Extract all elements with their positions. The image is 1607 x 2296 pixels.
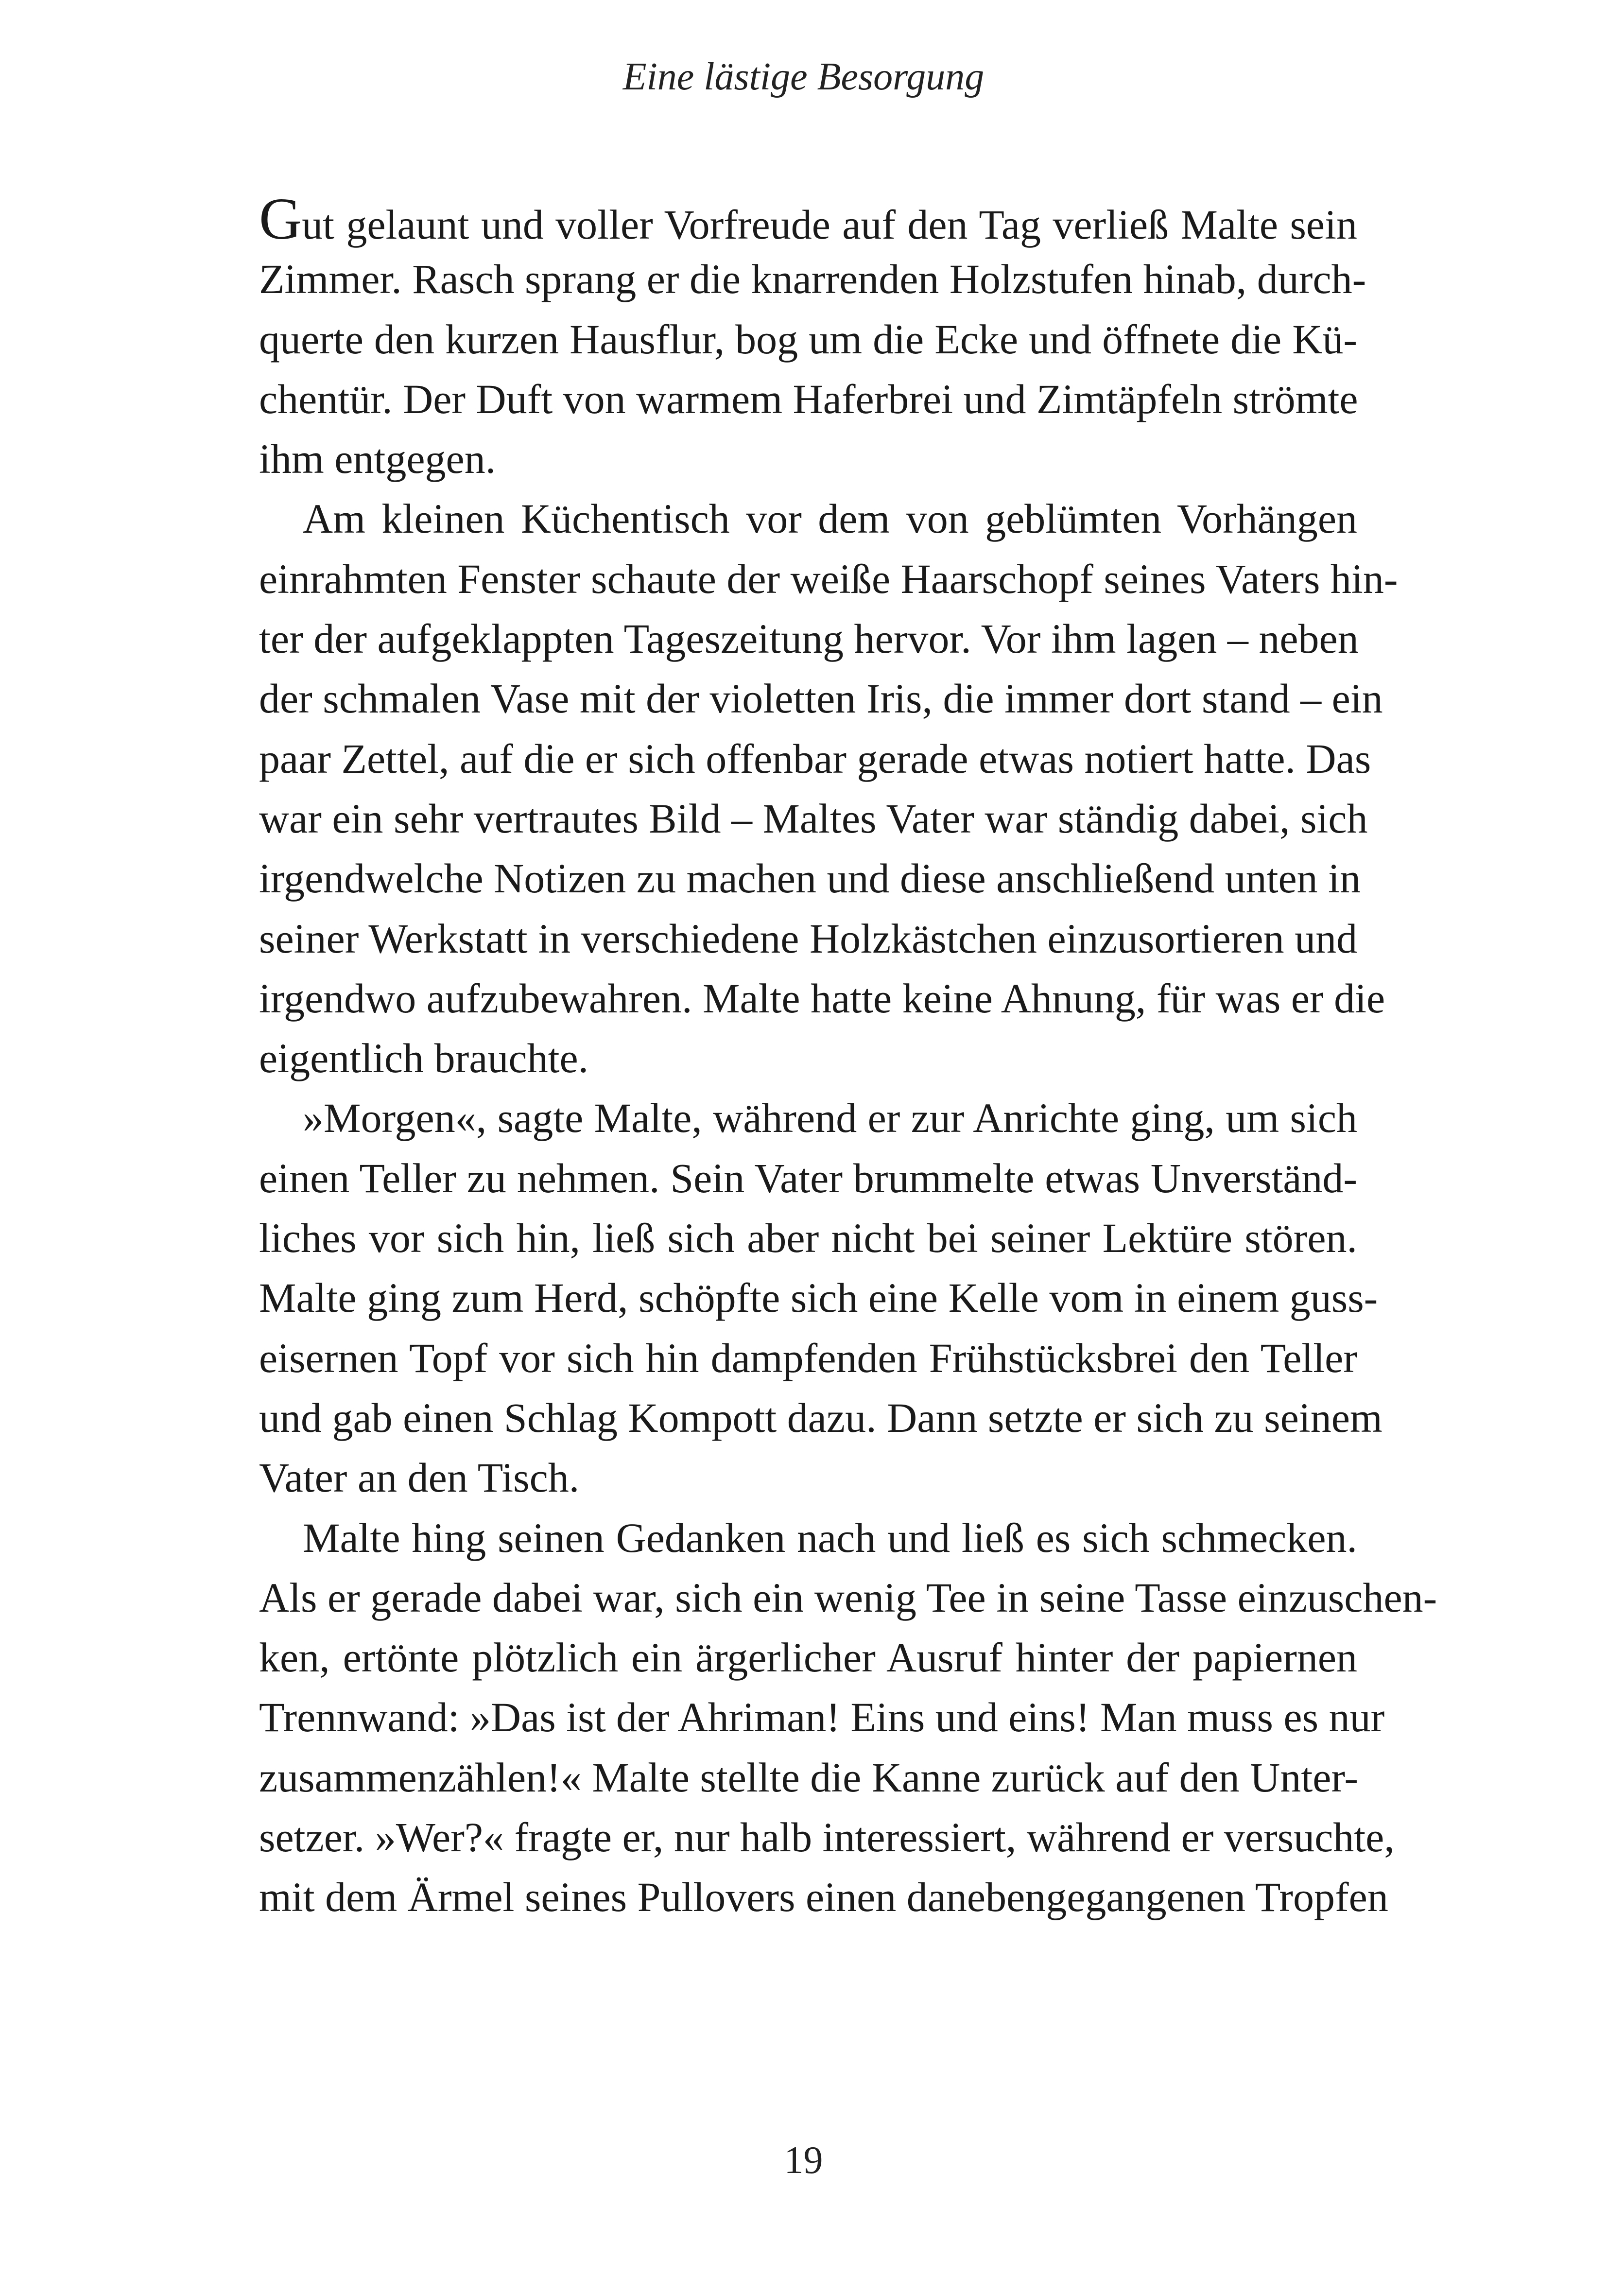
text-line: der schmalen Vase mit der violetten Iris, die immer dort stand – ein [259, 675, 1383, 722]
text-line: ken, ertönte plötzlich ein ärgerlicher Ausruf hinter der papiernen [259, 1634, 1357, 1681]
text-line: war ein sehr vertrautes Bild – Maltes Vater war ständig dabei, sich [259, 795, 1368, 842]
text-line: Am kleinen Küchentisch vor dem von geblümten Vorhängen [303, 495, 1357, 542]
text-line: Malte ging zum Herd, schöpfte sich eine Kelle vom in einem guss- [259, 1274, 1378, 1322]
text-line: setzer. »Wer?« fragte er, nur halb interessiert, während er versuchte, [259, 1814, 1395, 1861]
text-line: chentür. Der Duft von warmem Haferbrei und Zimtäpfeln strömte [259, 375, 1358, 422]
text-line: ter der aufgeklappten Tageszeitung hervor. Vor ihm lagen – neben [259, 615, 1359, 662]
text-line: und gab einen Schlag Kompott dazu. Dann setzte er sich zu seinem [259, 1394, 1382, 1441]
text-line: eisernen Topf vor sich hin dampfenden Frühstücksbrei den Teller [259, 1334, 1357, 1381]
text-line: einrahmten Fenster schaute der weiße Haarschopf seines Vaters hin- [259, 555, 1398, 602]
text-line: Vater an den Tisch. [259, 1454, 580, 1501]
drop-cap: G [259, 186, 302, 252]
text-line: seiner Werkstatt in verschiedene Holzkästchen einzusortieren und [259, 915, 1358, 962]
text-line: mit dem Ärmel seines Pullovers einen danebengegangenen Tropfen [259, 1874, 1388, 1921]
text-line: eigentlich brauchte. [259, 1035, 589, 1082]
text-line: zusammenzählen!« Malte stellte die Kanne zurück auf den Unter- [259, 1754, 1358, 1801]
text-line: irgendwo aufzubewahren. Malte hatte keine Ahnung, für was er die [259, 974, 1385, 1022]
body-text [259, 186, 1437, 1928]
text-line: einen Teller zu nehmen. Sein Vater brummelte etwas Unverständ- [259, 1154, 1357, 1201]
text-line: Trennwand: »Das ist der Ahriman! Eins und eins! Man muss es nur [259, 1694, 1385, 1741]
text-line: querte den kurzen Hausflur, bog um die Ecke und öffnete die Kü- [259, 315, 1357, 363]
text-line: Malte hing seinen Gedanken nach und ließ es sich schmecken. [303, 1514, 1357, 1561]
text-line: Zimmer. Rasch sprang er die knarrenden Holzstufen hinab, durch- [259, 256, 1366, 303]
running-head: Eine lästige Besorgung [622, 55, 985, 98]
text-line: Als er gerade dabei war, sich ein wenig Tee in seine Tasse einzuschen- [259, 1574, 1437, 1621]
text-line: Gut gelaunt und voller Vorfreude auf den Tag verließ Malte sein [259, 186, 1357, 252]
page-number: 19 [784, 2139, 823, 2182]
text-line: liches vor sich hin, ließ sich aber nicht bei seiner Lektüre stören. [259, 1215, 1357, 1262]
text-line: irgendwelche Notizen zu machen und diese anschließend unten in [259, 855, 1361, 902]
text-line: paar Zettel, auf die er sich offenbar gerade etwas notiert hatte. Das [259, 735, 1371, 782]
text-line: »Morgen«, sagte Malte, während er zur Anrichte ging, um sich [303, 1095, 1357, 1142]
text-line: ihm entgegen. [259, 435, 496, 483]
